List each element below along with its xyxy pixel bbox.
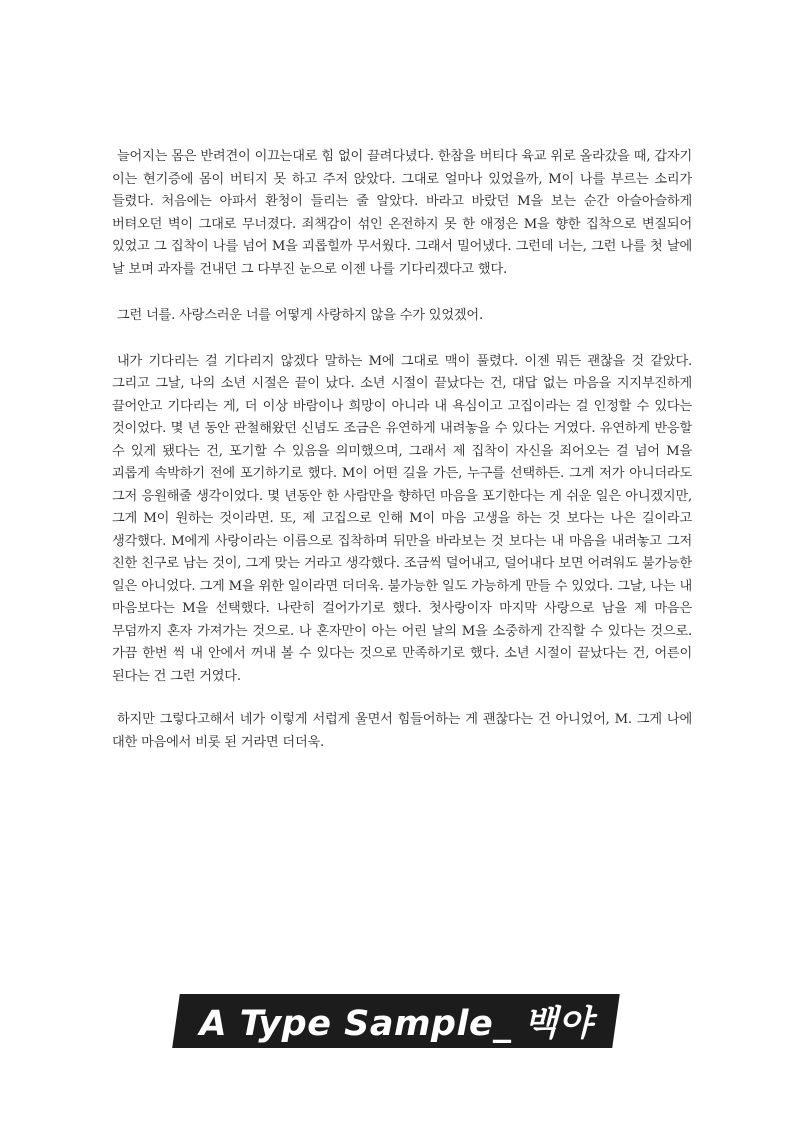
paragraph-4: 하지만 그렇다고해서 네가 이렇게 서럽게 울면서 힘들어하는 게 괜찮다는 건 아니었어, M. 그게 나에 대한 마음에서 비롯 된 거라면 더더욱. xyxy=(112,712,692,750)
banner-text: A Type Sample_ 백야 xyxy=(199,1004,593,1044)
paragraph-1: 늘어지는 몸은 반려견이 이끄는대로 힘 없이 끌려다녔다. 한참을 버티다 육교 위로 올라갔을 때, 갑자기 이는 현기증에 몸이 버티지 못 하고 주저 앉았다. 그대로 얼마나 있었을까, M이 나를 부르는 소리가 들렸다. 처음에는 아파서 환청이 들리는 줄 알았다. 바라고 바랐던 M을 보는 순간 아슬아슬하게 버텨오던 벽이 그대로 무너졌다. 죄책감이 섞인 온전하지 못 한 애정은 M을 향한 집착으로 변질되어 있었고 그 집착이 나를 넘어 M을 괴롭힐까 무서웠다. 그래서 밀어냈다. 그런데 너는, 그런 나를 첫 날에 날 보며 과자를 건내던 그 다부진 눈으로 이젠 나를 기다리겠다고 했다. xyxy=(112,149,692,277)
paragraph-2: 그런 너를. 사랑스러운 너를 어떻게 사랑하지 않을 수가 있었겠어. xyxy=(117,308,483,323)
sample-banner xyxy=(172,994,620,1048)
document-body xyxy=(112,146,692,754)
paragraph-3: 내가 기다리는 걸 기다리지 않겠다 말하는 M에 그대로 맥이 풀렸다. 이젠 뭐든 괜찮을 것 같았다. 그리고 그날, 나의 소년 시절은 끝이 났다. 소년 시절이 끝났다는 건, 대답 없는 마음을 지지부진하게 끌어안고 기다리는 게, 더 이상 바람이나 희망이 아니라 내 욕심이고 고집이라는 걸 인정할 수 있다는 것이었다. 몇 년 동안 관철해왔던 신념도 조금은 유연하게 내려놓을 수 있다는 거였다. 유연하게 반응할 수 있게 됐다는 건, 포기할 수 있음을 의미했으며, 그래서 제 집착이 자신을 죄어오는 걸 넘어 M을 괴롭게 속박하기 전에 포기하기로 했다. M이 어떤 길을 가든, 누구를 선택하든. 그게 저가 아니더라도 그저 응원해줄 생각이었다. 몇 년동안 한 사람만을 향하던 마음을 포기한다는 게 쉬운 일은 아니겠지만, 그게 M이 원하는 것이라면. 또, 제 고집으로 인해 M이 마음 고생을 하는 것 보다는 나은 길이라고 생각했다. M에게 사랑이라는 이름으로 집착하며 뒤만을 바라보는 것 보다는 내 마음을 내려놓고 그저 친한 친구로 남는 것이, 그게 맞는 거라고 생각했다. 조금씩 덜어내고, 덜어내다 보면 어려워도 불가능한 일은 아니었다. 그게 M을 위한 일이라면 더더욱. 불가능한 일도 가능하게 만들 수 있었다. 그날, 나는 내 마음보다는 M을 선택했다. 나란히 걸어가기로 했다. 첫사랑이자 마지막 사랑으로 남을 제 마음은 무덤까지 혼자 가져가는 것으로. 나 혼자만이 아는 어린 날의 M을 소중하게 간직할 수 있다는 것으로. 가끔 한번 씩 내 안에서 꺼내 볼 수 있다는 것으로 만족하기로 했다. 소년 시절이 끝났다는 건, 어른이 된다는 건 그런 거였다. xyxy=(112,353,692,684)
